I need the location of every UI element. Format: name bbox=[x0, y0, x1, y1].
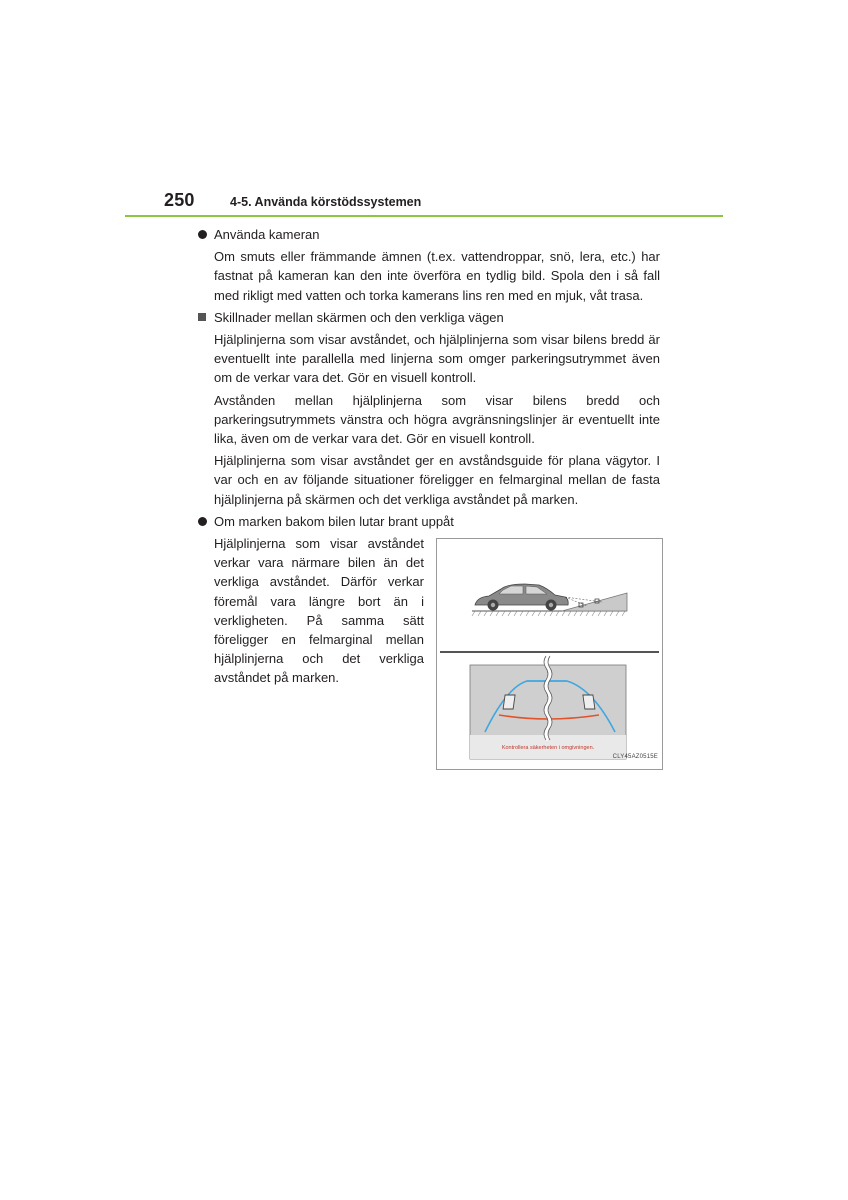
paragraph-camera-cleaning: Om smuts eller främmande ämnen (t.ex. vattendroppar, snö, lera, etc.) har fastnat på kameran kan den inte överföra en tydlig bild. Spola den i så fall med rikligt med vatten och torka kamerans lins ren med en mjuk, våt trasa. bbox=[214, 249, 660, 303]
bullet-title: Om marken bakom bilen lutar brant uppåt bbox=[214, 513, 454, 529]
bullet-using-camera bbox=[198, 225, 660, 244]
camera-screen-diagram bbox=[470, 656, 626, 759]
page-content bbox=[198, 225, 660, 774]
subsection-title: Skillnader mellan skärmen och den verkliga vägen bbox=[214, 309, 504, 325]
square-bullet-icon bbox=[198, 313, 206, 321]
header-rule bbox=[125, 215, 723, 217]
bullet-uphill bbox=[198, 512, 660, 531]
illustration-figure bbox=[436, 538, 663, 770]
uphill-section bbox=[198, 534, 660, 774]
paragraph-guidelines-parallel: Hjälplinjerna som visar avståndet, och hjälplinjerna som visar bilens bredd är eventuellt inte parallella med linjerna som omger parkeringsutrymmet även om de verkar vara det. Gör en visuell kontroll. bbox=[214, 332, 660, 386]
figure-code: CLY45AZ0515E bbox=[612, 753, 658, 760]
paragraph-uphill: Hjälplinjerna som visar avståndet verkar vara närmare bilen än det verkliga avståndet. Därför verkar föremål vara längre bort än i verkligheten. På samma sätt föreligger en felmarginal mellan hjälplinjerna och det verkliga avståndet på marken. bbox=[214, 536, 424, 686]
subsection-heading bbox=[198, 308, 660, 327]
screen-caption: Kontrollera säkerheten i omgivningen. bbox=[501, 745, 595, 752]
bullet-title: Använda kameran bbox=[214, 227, 320, 242]
side-view-diagram bbox=[472, 584, 627, 616]
bullet-dot-icon bbox=[198, 517, 207, 526]
paragraph-guidelines-width: Avstånden mellan hjälplinjerna som visar bilens bredd och parkeringsutrymmets vänstra och högra avgränsningslinjer är eventuellt inte lika, även om de verkar vara det. Gör en visuell kontroll. bbox=[214, 392, 660, 447]
page-number: 250 bbox=[164, 190, 195, 210]
uphill-illustration bbox=[437, 539, 662, 769]
section-title: 4-5. Använda körstödssystemen bbox=[230, 195, 422, 209]
paragraph-guidelines-distance: Hjälplinjerna som visar avståndet ger en avståndsguide för plana vägytor. I var och en av följande situationer föreligger en felmarginal mellan de fasta hjälplinjerna på skärmen och det verkliga avståndet på marken. bbox=[214, 453, 660, 507]
bullet-dot-icon bbox=[198, 230, 207, 239]
